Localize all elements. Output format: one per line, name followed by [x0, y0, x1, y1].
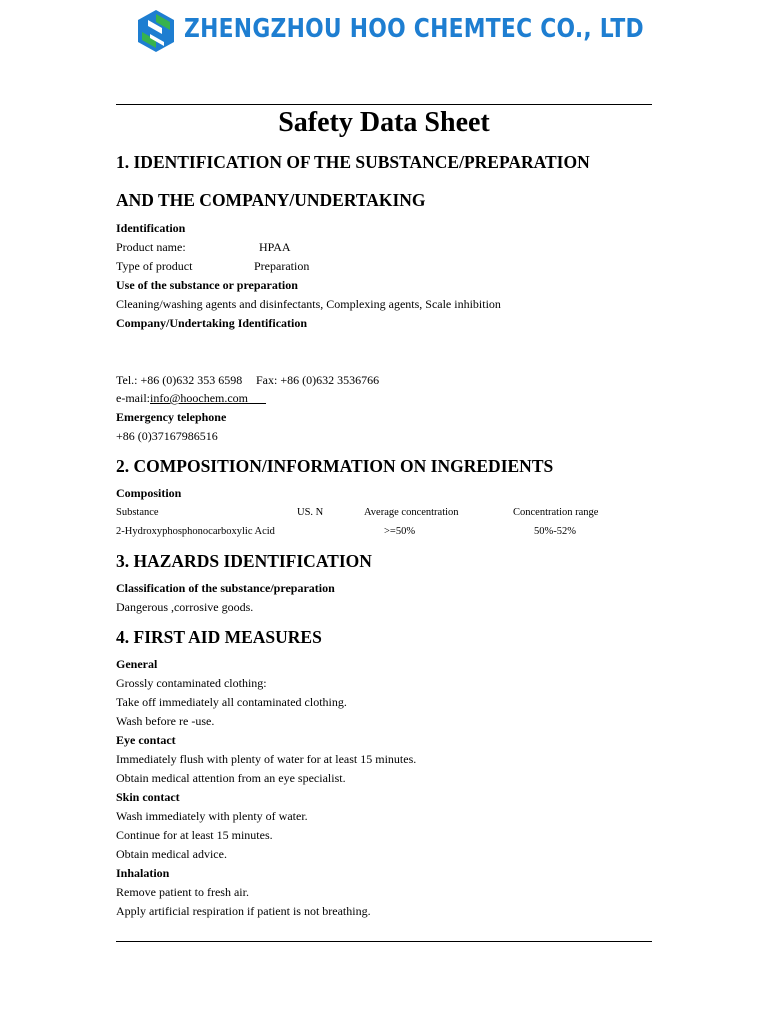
company-name: ZHENGZHOU HOO CHEMTEC CO., LTD [184, 14, 644, 44]
section2-heading: 2. COMPOSITION/INFORMATION ON INGREDIENTS [116, 456, 554, 476]
general-line: Wash before re -use. [116, 714, 215, 728]
product-name-value: HPAA [259, 240, 291, 254]
product-type-value: Preparation [254, 259, 310, 273]
table-cell-range: 50%-52% [534, 526, 576, 537]
top-divider [116, 104, 652, 105]
emergency-label: Emergency telephone [116, 410, 227, 424]
eye-contact-line: Immediately flush with plenty of water for at least 15 minutes. [116, 752, 417, 766]
inhalation-label: Inhalation [116, 866, 170, 880]
table-header-average-concentration: Average concentration [364, 507, 459, 518]
use-value: Cleaning/washing agents and disinfectants, Complexing agents, Scale inhibition [116, 297, 501, 311]
skin-contact-line: Continue for at least 15 minutes. [116, 828, 273, 842]
inhalation-line: Remove patient to fresh air. [116, 885, 249, 899]
table-header-concentration-range: Concentration range [513, 507, 599, 518]
skin-contact-label: Skin contact [116, 790, 180, 804]
email-underline-trail [248, 391, 266, 405]
eye-contact-line: Obtain medical attention from an eye specialist. [116, 771, 346, 785]
section1-heading-line1: 1. IDENTIFICATION OF THE SUBSTANCE/PREPARATION [116, 152, 590, 172]
emergency-value: +86 (0)37167986516 [116, 429, 218, 443]
section3-heading: 3. HAZARDS IDENTIFICATION [116, 551, 372, 571]
skin-contact-line: Obtain medical advice. [116, 847, 227, 861]
skin-contact-line: Wash immediately with plenty of water. [116, 809, 308, 823]
product-type-label: Type of product [116, 259, 193, 273]
company-logo-icon [138, 10, 174, 52]
table-cell-substance: 2-Hydroxyphosphonocarboxylic Acid [116, 526, 275, 537]
fax-text: Fax: +86 (0)632 3536766 [256, 373, 380, 387]
general-label: General [116, 657, 158, 671]
general-line: Take off immediately all contaminated clothing. [116, 695, 347, 709]
email-link[interactable]: info@hoochem.com [149, 391, 249, 405]
inhalation-line: Apply artificial respiration if patient is not breathing. [116, 904, 371, 918]
product-name-label: Product name: [116, 240, 186, 254]
section1-heading-line2: AND THE COMPANY/UNDERTAKING [116, 190, 426, 210]
bottom-divider [116, 941, 652, 942]
table-cell-average: >=50% [384, 526, 416, 537]
composition-label: Composition [116, 486, 182, 500]
company-id-label: Company/Undertaking Identification [116, 316, 308, 330]
email-prefix: e-mail: [116, 391, 150, 405]
general-line: Grossly contaminated clothing: [116, 676, 267, 690]
section4-heading: 4. FIRST AID MEASURES [116, 627, 322, 647]
table-header-substance: Substance [116, 507, 159, 518]
classification-value: Dangerous ,corrosive goods. [116, 600, 254, 614]
classification-label: Classification of the substance/preparation [116, 581, 335, 595]
eye-contact-label: Eye contact [116, 733, 176, 747]
telephone-text: Tel.: +86 (0)632 353 6598 [116, 373, 243, 387]
document-title: Safety Data Sheet [278, 107, 490, 138]
use-label: Use of the substance or preparation [116, 278, 298, 292]
email-line [116, 391, 266, 406]
identification-label: Identification [116, 221, 186, 235]
table-header-us-n: US. N [297, 507, 324, 518]
